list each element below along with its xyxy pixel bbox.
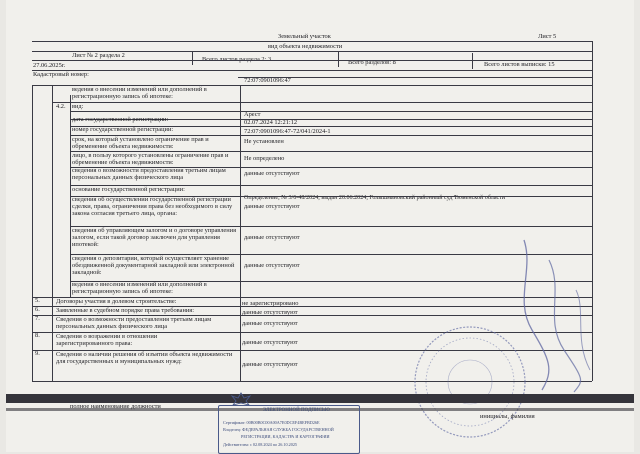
row-num-4-2: 4.2. (56, 103, 66, 110)
row-num-8: 8. (35, 332, 40, 339)
cadastral-label: Кадастровый номер: (33, 71, 89, 78)
row-9-value: данные отсутствуют (242, 361, 298, 368)
signature-certificate: Сертификат: 00B00B0C00A00A7E0DCEF4BEFBD26E (223, 420, 320, 425)
row-5-value: не зарегистрировано (242, 300, 299, 307)
row-pledge-manager-value: данные отсутствуют (244, 234, 300, 241)
row-consent-value: данные отсутствуют (244, 203, 300, 210)
row-pledge-manager-label: сведения об управляющем залогом и о договоре управления залогом, если такой договор заключен для управления ипотекой: (72, 227, 237, 249)
object-subtitle: вид объекта недвижимости (268, 43, 343, 50)
row-num-9: 9. (35, 350, 40, 357)
total-sheets-extract: Всего листов выписки: 15 (484, 61, 555, 68)
row-depositary-label: сведения о депозитарии, который осуществляет хранение обездвиженной документарной закладной или электронной закладной: (72, 255, 235, 277)
row-reg-date-label: дата государственной регистрации: (72, 116, 169, 123)
row-depositary-value: данные отсутствуют (244, 262, 300, 269)
signature-owner-cont: РЕГИСТРАЦИИ, КАДАСТРА И КАРТОГРАФИИ (241, 434, 330, 439)
total-sheets-section: Всего листов раздела 2: 3 (202, 56, 272, 63)
row-reg-date-value: 02.07.2024 12:21:12 (244, 119, 298, 126)
initials-label: инициалы, фамилия (480, 413, 535, 420)
handwritten-signature (494, 230, 604, 395)
row-9-label: Сведения о наличии решения об изъятии объекта недвижимости для государственных и муниципальных нужд: (56, 351, 233, 366)
signature-owner: Владелец: ФЕДЕРАЛЬНАЯ СЛУЖБА ГОСУДАРСТВЕННОЙ (223, 427, 334, 432)
row-5-label: Договоры участия в долевом строительстве: (56, 298, 177, 305)
row-reg-number-value: 72:07:0901096:47-72/041/2024-1 (244, 128, 331, 135)
row-term-label: срок, на который установлено ограничение прав и обременение объекта недвижимости: (72, 136, 209, 151)
row-term-value: Не установлен (244, 138, 284, 145)
row-basis-value: Определение, № 3/6-48/2024, выдан 20.06.2024, Голышмановский районный суд Тюменской области (244, 195, 506, 201)
row-8-value: данные отсутствуют (242, 339, 298, 346)
electronic-signature-box (218, 405, 360, 454)
row-num-6: 6. (35, 306, 40, 313)
row-7-value: данные отсутствуют (242, 320, 298, 327)
signature-title: ЭЛЕКТРОННОЙ ПОДПИСЬЮ (263, 408, 330, 413)
row-num-5: 5. (35, 297, 40, 304)
row-kind-value: Арест (244, 111, 261, 118)
signature-validity: Действителен: с 02.08.2024 по 26.10.2025 (223, 442, 298, 447)
document-date: 27.06.2025г. (33, 62, 66, 69)
position-label: полное наименование должности (70, 403, 161, 410)
row-beneficiary-value: Не определено (244, 155, 285, 162)
row-kind-label: вид: (72, 103, 84, 110)
row-6-label: Заявленные в судебном порядке права требования: (56, 307, 195, 314)
row-basis-label: основание государственной регистрации: (72, 186, 185, 193)
row-ipoteka-changes-bottom: ведения о внесении изменений или дополнений в регистрационную запись об ипотеке: (72, 281, 207, 296)
emblem-icon (230, 392, 252, 406)
row-beneficiary-label: лицо, в пользу которого установлены ограничение прав и обременение объекта недвижимости: (72, 152, 229, 167)
row-reg-number-label: номер государственной регистрации: (72, 126, 174, 133)
row-8-label: Сведения о возражении в отношении зарегистрированного права: (56, 333, 158, 348)
scan-bar-top (6, 394, 634, 403)
sheet-number: Лист 5 (538, 33, 557, 40)
total-sections: Всего разделов: 8 (348, 59, 396, 66)
row-num-7: 7. (35, 315, 40, 322)
row-ipoteka-changes-top: ведения о внесении изменений или дополнений в регистрационную запись об ипотеке: (72, 86, 207, 101)
cadastral-value: 72:07:0901096:47 (244, 77, 291, 84)
sheet-of-section: Лист № 2 раздела 2 (72, 52, 125, 59)
row-6-value: данные отсутствуют (242, 309, 298, 316)
row-third-party-data-label: сведения о возможности предоставления третьим лицам персональных данных физического лица (72, 167, 226, 182)
row-7-label: Сведения о возможности предоставления третьим лицам персональных данных физического лица (56, 316, 212, 331)
object-type-title: Земельный участок (278, 33, 331, 40)
document-page (6, 0, 634, 452)
row-consent-label: сведения об осуществлении государственной регистрации сделки, права, ограничения права без необходимого в силу закона согласия третьего лица, органа: (72, 196, 233, 218)
row-third-party-data-value: данные отсутствуют (244, 170, 300, 177)
